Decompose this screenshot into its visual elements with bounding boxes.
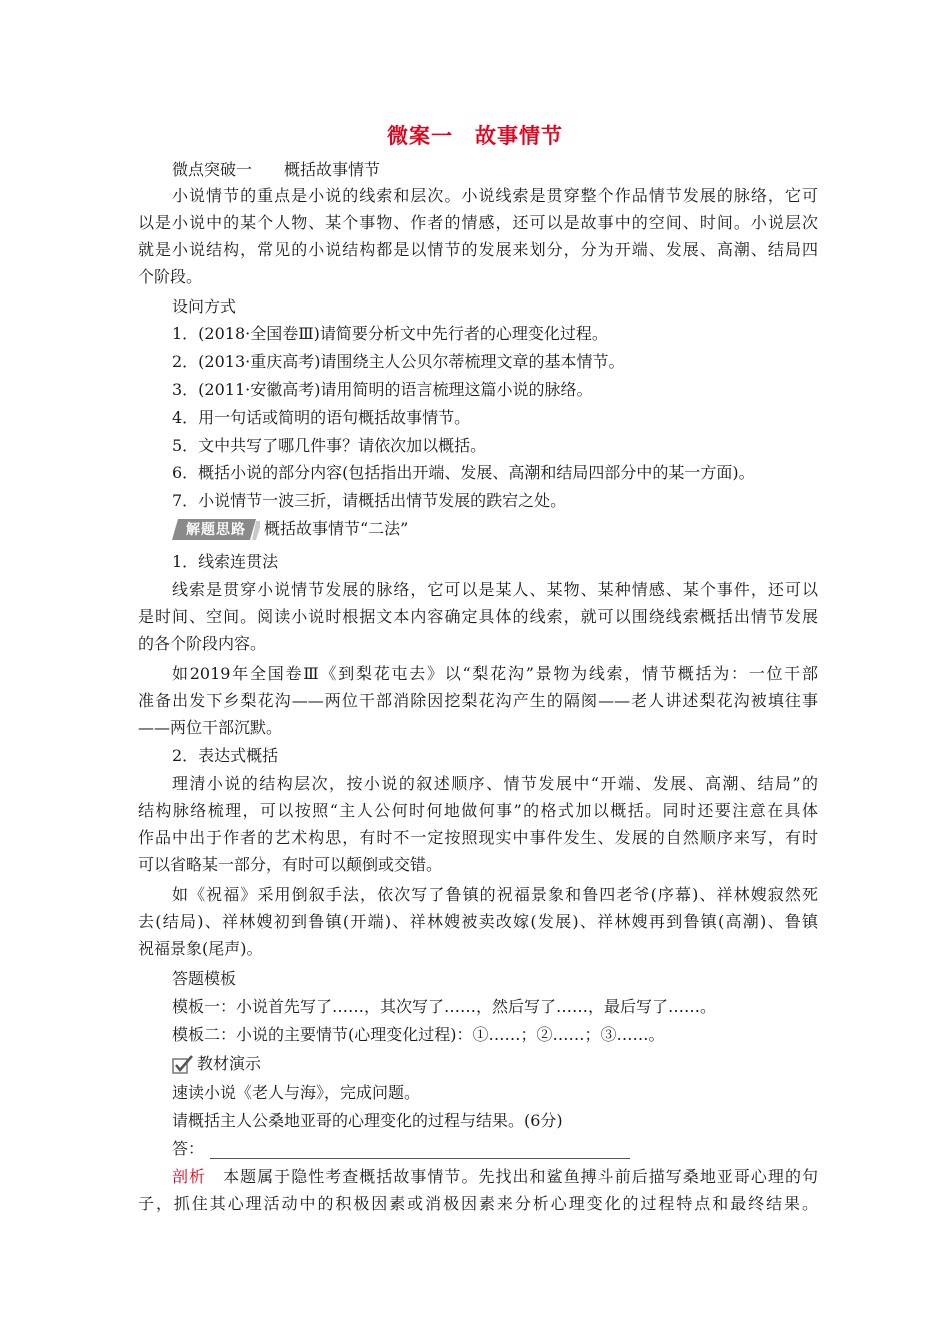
- question-item: 6．概括小说的部分内容(包括指出开端、发展、高潮和结局四部分中的某一方面)。: [172, 463, 755, 482]
- intro-line: 小说情节的重点是小说的线索和层次。小说线索是贯穿整个作品情节发展的脉络，它可: [172, 186, 818, 205]
- method1-para-line: 是时间、空间。阅读小说时根据文本内容确定具体的线索，就可以围绕线索概括出情节发展: [138, 607, 818, 626]
- checkbox-check-icon: [172, 1055, 194, 1075]
- question-item: 7．小说情节一波三折，请概括出情节发展的跌宕之处。: [172, 491, 567, 510]
- approach-row: [172, 519, 852, 540]
- question-item: 3．(2011·安徽高考)请用简明的语言梳理这篇小说的脉络。: [172, 380, 593, 399]
- method2-para-line: 可以省略某一部分，有时可以颠倒或交错。: [138, 855, 443, 874]
- method1-para-line: 线索是贯穿小说情节发展的脉络，它可以是某人、某物、某种情感、某个事件，还可以: [172, 580, 818, 599]
- intro-line: 个阶段。: [138, 267, 203, 286]
- demo-label: 教材演示: [197, 1054, 262, 1073]
- method2-heading: 2．表达式概括: [172, 746, 279, 765]
- method2-para-line: 理清小说的结构层次，按小说的叙述顺序、情节发展中“开端、发展、高潮、结局”的: [172, 774, 818, 793]
- method2-para-line: 作品中出于作者的艺术构思，有时不一定按照现实中事件发生、发展的自然顺序来写，有时: [138, 828, 818, 847]
- analysis-text: 本题属于隐性考查概括故事情节。先找出和鲨鱼搏斗前后描写桑地亚哥心理的句: [206, 1167, 818, 1186]
- question-item: 5．文中共写了哪几件事？请依次加以概括。: [172, 436, 487, 455]
- demo-heading-row: [172, 1054, 852, 1075]
- question-item: 2．(2013·重庆高考)请围绕主人公贝尔蒂梳理文章的基本情节。: [172, 352, 625, 371]
- template-item: 模板二：小说的主要情节(心理变化过程)：①……；②……；③……。: [172, 1025, 665, 1044]
- intro-line: 以是小说中的某个人物、某个事物、作者的情感，还可以是故事中的空间、时间。小说层次: [138, 213, 818, 232]
- answer-blank[interactable]: [210, 1144, 630, 1159]
- page-title: 微案一 故事情节: [387, 124, 563, 148]
- template-heading: 答题模板: [172, 969, 237, 988]
- question-item: 4．用一句话或简明的语句概括故事情节。: [172, 408, 471, 427]
- analysis-line: [172, 1167, 818, 1187]
- method1-example-line: 准备出发下乡梨花沟——两位干部消除因挖梨花沟产生的隔阂——老人讲述梨花沟被填往事: [138, 691, 818, 710]
- method2-para-line: 结构脉络梳理，可以按照“主人公何时何地做何事”的格式加以概括。同时还要注意在具体: [138, 801, 818, 820]
- method2-example-line: 如《祝福》采用倒叙手法，依次写了鲁镇的祝福景象和鲁四老爷(序幕)、祥林嫂寂然死: [172, 885, 818, 904]
- intro-line: 就是小说结构，常见的小说结构都是以情节的发展来划分，分为开端、发展、高潮、结局四: [138, 240, 818, 259]
- approach-heading: 概括故事情节“二法”: [264, 519, 409, 538]
- method1-example-line: 如2019年全国卷Ⅲ《到梨花屯去》以“梨花沟”景物为线索，情节概括为：一位干部: [172, 664, 818, 683]
- demo-question: 请概括主人公桑地亚哥的心理变化的过程与结果。(6分): [172, 1111, 563, 1130]
- method1-example-line: ——两位干部沉默。: [138, 718, 283, 737]
- question-heading: 设问方式: [172, 297, 237, 316]
- analysis-line: 子，抓住其心理活动中的积极因素或消极因素来分析心理变化的过程特点和最终结果。: [138, 1194, 818, 1213]
- answer-label: 答：: [172, 1139, 205, 1158]
- method1-heading: 1．线索连贯法: [172, 552, 279, 571]
- method1-para-line: 的各个阶段内容。: [138, 634, 267, 653]
- analysis-label: 剖析: [172, 1167, 207, 1186]
- method2-example-line: 祝福景象(尾声)。: [138, 939, 263, 958]
- template-item: 模板一：小说首先写了……，其次写了……，然后写了……，最后写了……。: [172, 997, 717, 1016]
- answer-row: [172, 1139, 852, 1159]
- method2-example-line: 去(结局)、祥林嫂初到鲁镇(开端)、祥林嫂被卖改嫁(发展)、祥林嫂再到鲁镇(高潮)、鲁镇: [138, 912, 818, 931]
- section-heading: 微点突破一 概括故事情节: [172, 160, 381, 179]
- demo-instruction: 速读小说《老人与海》，完成问题。: [172, 1083, 421, 1102]
- question-item: 1．(2018·全国卷Ⅲ)请简要分析文中先行者的心理变化过程。: [172, 324, 608, 343]
- approach-badge: 解题思路: [172, 519, 260, 540]
